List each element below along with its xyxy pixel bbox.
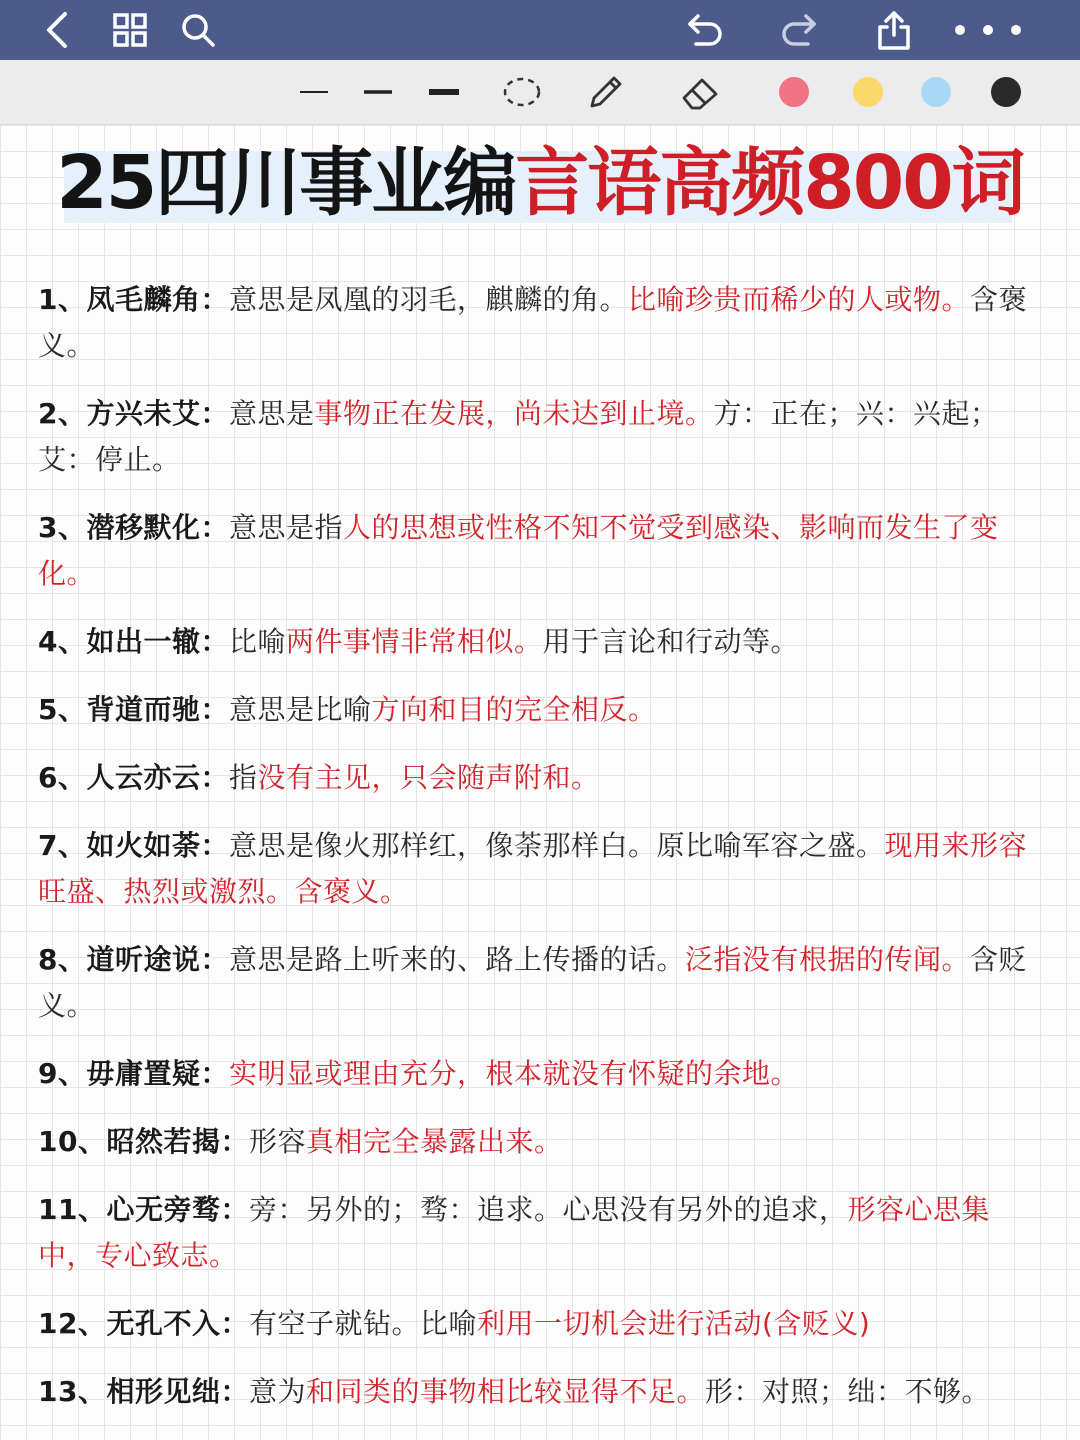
vocab-entry (38, 505, 1044, 597)
entry-highlight-text: 没有主见，只会随声附和。 (257, 761, 600, 794)
entry-text: 形：对照；绌：不够。 (705, 1375, 991, 1408)
entry-highlight-text: 比喻珍贵而稀少的人或物。 (628, 283, 971, 316)
entry-text: 意思是凤凰的羽毛，麒麟的角。 (229, 283, 629, 316)
entry-term: 如火如荼： (86, 829, 229, 862)
entry-number: 13、 (38, 1375, 107, 1408)
entry-text: 意思是路上听来的、路上传播的话。 (229, 943, 686, 976)
vocab-entry (38, 823, 1044, 915)
entry-term: 人云亦云： (86, 761, 229, 794)
back-chevron-icon[interactable] (34, 6, 82, 54)
search-icon[interactable] (174, 6, 222, 54)
entry-text: 含褒义。 (38, 283, 1028, 362)
blue-color-swatch[interactable] (912, 68, 960, 116)
entry-text: 意思是指 (229, 511, 344, 544)
entry-text: 用于言论和行动等。 (542, 625, 800, 658)
vocab-entry (38, 687, 1044, 733)
entry-term: 无孔不入： (106, 1307, 249, 1340)
entry-highlight-text: 和同类的事物相比较显得不足。 (306, 1375, 706, 1408)
pink-color-swatch[interactable] (770, 68, 818, 116)
lasso-icon[interactable] (498, 68, 546, 116)
entry-highlight-text: 事物正在发展，尚未达到止境。 (314, 397, 714, 430)
entry-number: 7、 (38, 829, 87, 862)
title-part-1: 25四川事业编 (56, 140, 516, 226)
note-page[interactable] (0, 125, 1080, 1440)
entry-highlight-text: 形容心思集中，专心致志。 (38, 1193, 991, 1272)
entry-text: 含贬义。 (38, 943, 1028, 1022)
vocab-entry (38, 1187, 1044, 1279)
undo-icon[interactable] (682, 6, 730, 54)
entry-number: 9、 (38, 1057, 87, 1090)
entry-highlight-text: 两件事情非常相似。 (286, 625, 543, 658)
vocab-entry (38, 277, 1044, 369)
entry-text: 比喻 (229, 625, 287, 658)
entry-highlight-text: 实明显或理由充分，根本就没有怀疑的余地。 (229, 1057, 800, 1090)
vocab-entry (38, 1119, 1044, 1165)
more-icon[interactable] (952, 6, 1024, 54)
vocab-entry (38, 391, 1044, 483)
entry-highlight-text: 利用一切机会进行活动(含贬义) (477, 1307, 871, 1340)
yellow-color-swatch[interactable] (844, 68, 892, 116)
entry-number: 12、 (38, 1307, 107, 1340)
share-icon[interactable] (870, 6, 918, 54)
entry-term: 潜移默化： (86, 511, 229, 544)
entry-highlight-text: 方向和目的完全相反。 (371, 693, 657, 726)
entry-term: 方兴未艾： (86, 397, 229, 430)
entry-text: 意思是 (229, 397, 315, 430)
vocab-entry (38, 1051, 1044, 1097)
entry-term: 道听途说： (86, 943, 229, 976)
pencil-icon[interactable] (582, 68, 630, 116)
entry-number: 11、 (38, 1193, 107, 1226)
pen-toolbar (0, 60, 1080, 125)
vocab-entry (38, 755, 1044, 801)
entry-term: 昭然若揭： (106, 1125, 249, 1158)
vocab-entry (38, 619, 1044, 665)
entry-term: 如出一辙： (86, 625, 229, 658)
vocab-entry (38, 937, 1044, 1029)
black-color-swatch[interactable] (982, 68, 1030, 116)
entry-number: 8、 (38, 943, 87, 976)
entry-number: 1、 (38, 283, 87, 316)
entry-highlight-text: 人的思想或性格不知不觉受到感染、影响而发生了变化。 (38, 511, 999, 590)
title-part-2: 言语高频800词 (515, 140, 1024, 226)
entry-text: 形容 (248, 1125, 306, 1158)
entry-highlight-text: 真相完全暴露出来。 (306, 1125, 563, 1158)
entry-text: 意思是像火那样红，像荼那样白。原比喻军容之盛。 (229, 829, 885, 862)
entry-highlight-text: 泛指没有根据的传闻。 (685, 943, 971, 976)
entry-text: 方：正在；兴：兴起；艾：停止。 (38, 397, 999, 476)
entry-text: 意思是比喻 (229, 693, 372, 726)
entry-number: 4、 (38, 625, 87, 658)
entry-term: 凤毛麟角： (86, 283, 229, 316)
entry-number: 10、 (38, 1125, 107, 1158)
thin-line-icon[interactable] (290, 68, 338, 116)
entry-number: 6、 (38, 761, 87, 794)
eraser-icon[interactable] (676, 68, 724, 116)
entry-term: 心无旁骛： (106, 1193, 249, 1226)
entry-text: 指 (229, 761, 258, 794)
entry-term: 相形见绌： (106, 1375, 249, 1408)
page-title (0, 133, 1080, 233)
entry-term: 毋庸置疑： (86, 1057, 229, 1090)
vocab-entry (38, 1301, 1044, 1347)
grid-icon[interactable] (106, 6, 154, 54)
entry-text: 意为 (248, 1375, 306, 1408)
entry-text: 有空子就钻。比喻 (248, 1307, 477, 1340)
medium-line-icon[interactable] (354, 68, 402, 116)
entry-number: 5、 (38, 693, 87, 726)
entry-text: 旁：另外的；骛：追求。心思没有另外的追求， (248, 1193, 848, 1226)
top-nav-bar (0, 0, 1080, 60)
entry-number: 2、 (38, 397, 87, 430)
entry-number: 3、 (38, 511, 87, 544)
entry-highlight-text: 现用来形容旺盛、热烈或激烈。含褒义。 (38, 829, 1028, 908)
entry-term: 背道而驰： (86, 693, 229, 726)
vocab-entry (38, 1369, 1044, 1415)
thick-line-icon[interactable] (420, 68, 468, 116)
redo-icon[interactable] (774, 6, 822, 54)
